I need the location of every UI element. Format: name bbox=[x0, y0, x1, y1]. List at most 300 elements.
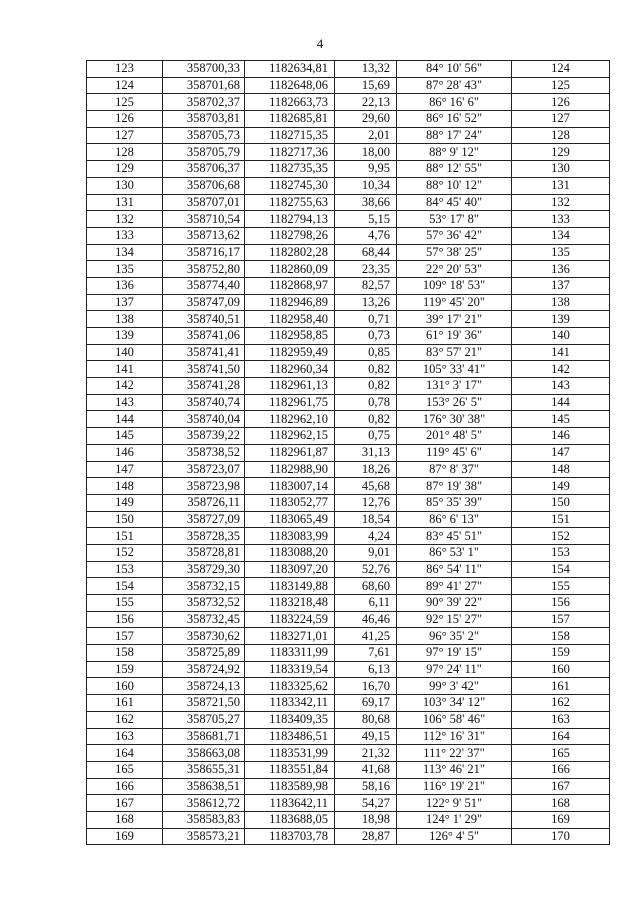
x-coordinate-cell: 358716,17 bbox=[163, 244, 245, 261]
x-coordinate-cell: 358707,01 bbox=[163, 194, 245, 211]
y-coordinate-cell: 1183052,77 bbox=[245, 494, 335, 511]
bearing-cell: 86° 54' 11" bbox=[397, 561, 512, 578]
bearing-cell: 176° 30' 38" bbox=[397, 411, 512, 428]
bearing-cell: 39° 17' 21" bbox=[397, 311, 512, 328]
y-coordinate-cell: 1183088,20 bbox=[245, 544, 335, 561]
x-coordinate-cell: 358732,15 bbox=[163, 578, 245, 595]
next-point-cell: 165 bbox=[512, 745, 610, 762]
y-coordinate-cell: 1182715,35 bbox=[245, 127, 335, 144]
point-number-cell: 144 bbox=[87, 411, 163, 428]
distance-cell: 2,01 bbox=[335, 127, 397, 144]
distance-cell: 13,32 bbox=[335, 61, 397, 78]
x-coordinate-cell: 358655,31 bbox=[163, 761, 245, 778]
table-row bbox=[87, 378, 610, 395]
table-row bbox=[87, 144, 610, 161]
point-number-cell: 134 bbox=[87, 244, 163, 261]
point-number-cell: 156 bbox=[87, 611, 163, 628]
bearing-cell: 84° 45' 40" bbox=[397, 194, 512, 211]
bearing-cell: 22° 20' 53" bbox=[397, 261, 512, 278]
bearing-cell: 87° 8' 37" bbox=[397, 461, 512, 478]
bearing-cell: 85° 35' 39" bbox=[397, 494, 512, 511]
distance-cell: 12,76 bbox=[335, 494, 397, 511]
y-coordinate-cell: 1182663,73 bbox=[245, 94, 335, 111]
y-coordinate-cell: 1183097,20 bbox=[245, 561, 335, 578]
next-point-cell: 154 bbox=[512, 561, 610, 578]
x-coordinate-cell: 358732,45 bbox=[163, 611, 245, 628]
table-row bbox=[87, 111, 610, 128]
y-coordinate-cell: 1183065,49 bbox=[245, 511, 335, 528]
point-number-cell: 146 bbox=[87, 444, 163, 461]
next-point-cell: 131 bbox=[512, 177, 610, 194]
point-number-cell: 166 bbox=[87, 778, 163, 795]
next-point-cell: 141 bbox=[512, 344, 610, 361]
y-coordinate-cell: 1183342,11 bbox=[245, 695, 335, 712]
distance-cell: 4,76 bbox=[335, 227, 397, 244]
x-coordinate-cell: 358740,04 bbox=[163, 411, 245, 428]
next-point-cell: 140 bbox=[512, 328, 610, 345]
y-coordinate-cell: 1182958,85 bbox=[245, 328, 335, 345]
x-coordinate-cell: 358747,09 bbox=[163, 294, 245, 311]
y-coordinate-cell: 1183271,01 bbox=[245, 628, 335, 645]
point-number-cell: 162 bbox=[87, 711, 163, 728]
y-coordinate-cell: 1182717,36 bbox=[245, 144, 335, 161]
x-coordinate-cell: 358710,54 bbox=[163, 211, 245, 228]
point-number-cell: 127 bbox=[87, 127, 163, 144]
distance-cell: 82,57 bbox=[335, 277, 397, 294]
bearing-cell: 119° 45' 6" bbox=[397, 444, 512, 461]
table-row bbox=[87, 578, 610, 595]
point-number-cell: 135 bbox=[87, 261, 163, 278]
table-row bbox=[87, 244, 610, 261]
y-coordinate-cell: 1182794,13 bbox=[245, 211, 335, 228]
x-coordinate-cell: 358774,40 bbox=[163, 277, 245, 294]
next-point-cell: 152 bbox=[512, 528, 610, 545]
bearing-cell: 57° 38' 25" bbox=[397, 244, 512, 261]
point-number-cell: 137 bbox=[87, 294, 163, 311]
x-coordinate-cell: 358702,37 bbox=[163, 94, 245, 111]
distance-cell: 68,60 bbox=[335, 578, 397, 595]
next-point-cell: 163 bbox=[512, 711, 610, 728]
bearing-cell: 97° 19' 15" bbox=[397, 645, 512, 662]
point-number-cell: 160 bbox=[87, 678, 163, 695]
y-coordinate-cell: 1182988,90 bbox=[245, 461, 335, 478]
distance-cell: 18,26 bbox=[335, 461, 397, 478]
x-coordinate-cell: 358739,22 bbox=[163, 428, 245, 445]
x-coordinate-cell: 358741,06 bbox=[163, 328, 245, 345]
point-number-cell: 150 bbox=[87, 511, 163, 528]
y-coordinate-cell: 1182962,10 bbox=[245, 411, 335, 428]
table-row bbox=[87, 61, 610, 78]
x-coordinate-cell: 358705,27 bbox=[163, 711, 245, 728]
point-number-cell: 169 bbox=[87, 828, 163, 845]
x-coordinate-cell: 358752,80 bbox=[163, 261, 245, 278]
table-row bbox=[87, 711, 610, 728]
x-coordinate-cell: 358713,62 bbox=[163, 227, 245, 244]
y-coordinate-cell: 1183325,62 bbox=[245, 678, 335, 695]
bearing-cell: 90° 39' 22" bbox=[397, 595, 512, 612]
next-point-cell: 153 bbox=[512, 544, 610, 561]
next-point-cell: 159 bbox=[512, 645, 610, 662]
distance-cell: 6,11 bbox=[335, 595, 397, 612]
distance-cell: 0,85 bbox=[335, 344, 397, 361]
x-coordinate-cell: 358729,30 bbox=[163, 561, 245, 578]
table-row bbox=[87, 511, 610, 528]
x-coordinate-cell: 358681,71 bbox=[163, 728, 245, 745]
y-coordinate-cell: 1182961,13 bbox=[245, 378, 335, 395]
bearing-cell: 86° 16' 6" bbox=[397, 94, 512, 111]
table-row bbox=[87, 745, 610, 762]
point-number-cell: 145 bbox=[87, 428, 163, 445]
table-row bbox=[87, 544, 610, 561]
y-coordinate-cell: 1183551,84 bbox=[245, 761, 335, 778]
table-row bbox=[87, 294, 610, 311]
point-number-cell: 125 bbox=[87, 94, 163, 111]
next-point-cell: 125 bbox=[512, 77, 610, 94]
bearing-cell: 83° 57' 21" bbox=[397, 344, 512, 361]
distance-cell: 5,15 bbox=[335, 211, 397, 228]
y-coordinate-cell: 1183149,88 bbox=[245, 578, 335, 595]
point-number-cell: 132 bbox=[87, 211, 163, 228]
table-row bbox=[87, 528, 610, 545]
table-row bbox=[87, 161, 610, 178]
distance-cell: 9,95 bbox=[335, 161, 397, 178]
bearing-cell: 92° 15' 27" bbox=[397, 611, 512, 628]
y-coordinate-cell: 1183224,59 bbox=[245, 611, 335, 628]
next-point-cell: 162 bbox=[512, 695, 610, 712]
y-coordinate-cell: 1183007,14 bbox=[245, 478, 335, 495]
point-number-cell: 129 bbox=[87, 161, 163, 178]
y-coordinate-cell: 1183589,98 bbox=[245, 778, 335, 795]
table-row bbox=[87, 411, 610, 428]
next-point-cell: 139 bbox=[512, 311, 610, 328]
bearing-cell: 53° 17' 8" bbox=[397, 211, 512, 228]
bearing-cell: 99° 3' 42" bbox=[397, 678, 512, 695]
point-number-cell: 157 bbox=[87, 628, 163, 645]
next-point-cell: 160 bbox=[512, 661, 610, 678]
distance-cell: 6,13 bbox=[335, 661, 397, 678]
distance-cell: 23,35 bbox=[335, 261, 397, 278]
distance-cell: 10,34 bbox=[335, 177, 397, 194]
bearing-cell: 105° 33' 41" bbox=[397, 361, 512, 378]
y-coordinate-cell: 1182634,81 bbox=[245, 61, 335, 78]
next-point-cell: 127 bbox=[512, 111, 610, 128]
next-point-cell: 144 bbox=[512, 394, 610, 411]
x-coordinate-cell: 358728,81 bbox=[163, 544, 245, 561]
point-number-cell: 168 bbox=[87, 811, 163, 828]
point-number-cell: 124 bbox=[87, 77, 163, 94]
next-point-cell: 146 bbox=[512, 428, 610, 445]
distance-cell: 0,75 bbox=[335, 428, 397, 445]
x-coordinate-cell: 358740,74 bbox=[163, 394, 245, 411]
bearing-cell: 113° 46' 21" bbox=[397, 761, 512, 778]
distance-cell: 0,82 bbox=[335, 411, 397, 428]
point-number-cell: 131 bbox=[87, 194, 163, 211]
table-row bbox=[87, 661, 610, 678]
distance-cell: 41,68 bbox=[335, 761, 397, 778]
point-number-cell: 143 bbox=[87, 394, 163, 411]
next-point-cell: 126 bbox=[512, 94, 610, 111]
point-number-cell: 151 bbox=[87, 528, 163, 545]
distance-cell: 45,68 bbox=[335, 478, 397, 495]
distance-cell: 7,61 bbox=[335, 645, 397, 662]
y-coordinate-cell: 1182868,97 bbox=[245, 277, 335, 294]
y-coordinate-cell: 1182962,15 bbox=[245, 428, 335, 445]
x-coordinate-cell: 358740,51 bbox=[163, 311, 245, 328]
y-coordinate-cell: 1182755,63 bbox=[245, 194, 335, 211]
distance-cell: 38,66 bbox=[335, 194, 397, 211]
point-number-cell: 123 bbox=[87, 61, 163, 78]
table-row bbox=[87, 478, 610, 495]
distance-cell: 4,24 bbox=[335, 528, 397, 545]
point-number-cell: 155 bbox=[87, 595, 163, 612]
bearing-cell: 86° 16' 52" bbox=[397, 111, 512, 128]
next-point-cell: 161 bbox=[512, 678, 610, 695]
next-point-cell: 167 bbox=[512, 778, 610, 795]
table-row bbox=[87, 361, 610, 378]
next-point-cell: 134 bbox=[512, 227, 610, 244]
next-point-cell: 143 bbox=[512, 378, 610, 395]
next-point-cell: 129 bbox=[512, 144, 610, 161]
point-number-cell: 149 bbox=[87, 494, 163, 511]
distance-cell: 0,82 bbox=[335, 378, 397, 395]
next-point-cell: 150 bbox=[512, 494, 610, 511]
point-number-cell: 153 bbox=[87, 561, 163, 578]
x-coordinate-cell: 358738,52 bbox=[163, 444, 245, 461]
table-row bbox=[87, 344, 610, 361]
next-point-cell: 138 bbox=[512, 294, 610, 311]
point-number-cell: 152 bbox=[87, 544, 163, 561]
y-coordinate-cell: 1182946,89 bbox=[245, 294, 335, 311]
table-row bbox=[87, 611, 610, 628]
distance-cell: 18,54 bbox=[335, 511, 397, 528]
y-coordinate-cell: 1182685,81 bbox=[245, 111, 335, 128]
bearing-cell: 83° 45' 51" bbox=[397, 528, 512, 545]
next-point-cell: 133 bbox=[512, 211, 610, 228]
distance-cell: 15,69 bbox=[335, 77, 397, 94]
page-number: 4 bbox=[316, 36, 324, 51]
y-coordinate-cell: 1183409,35 bbox=[245, 711, 335, 728]
bearing-cell: 86° 6' 13" bbox=[397, 511, 512, 528]
x-coordinate-cell: 358723,98 bbox=[163, 478, 245, 495]
distance-cell: 21,32 bbox=[335, 745, 397, 762]
next-point-cell: 168 bbox=[512, 795, 610, 812]
y-coordinate-cell: 1183642,11 bbox=[245, 795, 335, 812]
table-row bbox=[87, 595, 610, 612]
table-row bbox=[87, 728, 610, 745]
bearing-cell: 84° 10' 56" bbox=[397, 61, 512, 78]
next-point-cell: 137 bbox=[512, 277, 610, 294]
y-coordinate-cell: 1182958,40 bbox=[245, 311, 335, 328]
y-coordinate-cell: 1183703,78 bbox=[245, 828, 335, 845]
x-coordinate-cell: 358741,41 bbox=[163, 344, 245, 361]
bearing-cell: 97° 24' 11" bbox=[397, 661, 512, 678]
y-coordinate-cell: 1182745,30 bbox=[245, 177, 335, 194]
distance-cell: 68,44 bbox=[335, 244, 397, 261]
table-row bbox=[87, 394, 610, 411]
point-number-cell: 167 bbox=[87, 795, 163, 812]
x-coordinate-cell: 358700,33 bbox=[163, 61, 245, 78]
bearing-cell: 87° 28' 43" bbox=[397, 77, 512, 94]
distance-cell: 49,15 bbox=[335, 728, 397, 745]
table-row bbox=[87, 177, 610, 194]
point-number-cell: 138 bbox=[87, 311, 163, 328]
distance-cell: 80,68 bbox=[335, 711, 397, 728]
x-coordinate-cell: 358727,09 bbox=[163, 511, 245, 528]
next-point-cell: 166 bbox=[512, 761, 610, 778]
distance-cell: 31,13 bbox=[335, 444, 397, 461]
next-point-cell: 147 bbox=[512, 444, 610, 461]
distance-cell: 28,87 bbox=[335, 828, 397, 845]
distance-cell: 0,71 bbox=[335, 311, 397, 328]
next-point-cell: 135 bbox=[512, 244, 610, 261]
bearing-cell: 106° 58' 46" bbox=[397, 711, 512, 728]
x-coordinate-cell: 358732,52 bbox=[163, 595, 245, 612]
y-coordinate-cell: 1182961,75 bbox=[245, 394, 335, 411]
y-coordinate-cell: 1182860,09 bbox=[245, 261, 335, 278]
bearing-cell: 89° 41' 27" bbox=[397, 578, 512, 595]
y-coordinate-cell: 1182735,35 bbox=[245, 161, 335, 178]
table-row bbox=[87, 428, 610, 445]
x-coordinate-cell: 358728,35 bbox=[163, 528, 245, 545]
y-coordinate-cell: 1182959,49 bbox=[245, 344, 335, 361]
x-coordinate-cell: 358705,73 bbox=[163, 127, 245, 144]
bearing-cell: 88° 9' 12" bbox=[397, 144, 512, 161]
bearing-cell: 122° 9' 51" bbox=[397, 795, 512, 812]
distance-cell: 58,16 bbox=[335, 778, 397, 795]
x-coordinate-cell: 358724,13 bbox=[163, 678, 245, 695]
point-number-cell: 164 bbox=[87, 745, 163, 762]
next-point-cell: 136 bbox=[512, 261, 610, 278]
bearing-cell: 119° 45' 20" bbox=[397, 294, 512, 311]
table-row bbox=[87, 77, 610, 94]
bearing-cell: 103° 34' 12" bbox=[397, 695, 512, 712]
bearing-cell: 57° 36' 42" bbox=[397, 227, 512, 244]
distance-cell: 22,13 bbox=[335, 94, 397, 111]
table-row bbox=[87, 795, 610, 812]
x-coordinate-cell: 358583,83 bbox=[163, 811, 245, 828]
y-coordinate-cell: 1183311,99 bbox=[245, 645, 335, 662]
y-coordinate-cell: 1183319,54 bbox=[245, 661, 335, 678]
table-row bbox=[87, 494, 610, 511]
bearing-cell: 87° 19' 38" bbox=[397, 478, 512, 495]
x-coordinate-cell: 358741,28 bbox=[163, 378, 245, 395]
next-point-cell: 151 bbox=[512, 511, 610, 528]
point-number-cell: 147 bbox=[87, 461, 163, 478]
x-coordinate-cell: 358724,92 bbox=[163, 661, 245, 678]
x-coordinate-cell: 358741,50 bbox=[163, 361, 245, 378]
table-row bbox=[87, 277, 610, 294]
next-point-cell: 149 bbox=[512, 478, 610, 495]
bearing-cell: 201° 48' 5" bbox=[397, 428, 512, 445]
point-number-cell: 126 bbox=[87, 111, 163, 128]
point-number-cell: 136 bbox=[87, 277, 163, 294]
point-number-cell: 128 bbox=[87, 144, 163, 161]
y-coordinate-cell: 1182798,26 bbox=[245, 227, 335, 244]
point-number-cell: 142 bbox=[87, 378, 163, 395]
bearing-cell: 109° 18' 53" bbox=[397, 277, 512, 294]
point-number-cell: 130 bbox=[87, 177, 163, 194]
y-coordinate-cell: 1182960,34 bbox=[245, 361, 335, 378]
bearing-cell: 126° 4' 5" bbox=[397, 828, 512, 845]
table-row bbox=[87, 444, 610, 461]
y-coordinate-cell: 1183688,05 bbox=[245, 811, 335, 828]
y-coordinate-cell: 1183218,48 bbox=[245, 595, 335, 612]
point-number-cell: 141 bbox=[87, 361, 163, 378]
point-number-cell: 148 bbox=[87, 478, 163, 495]
table-row bbox=[87, 261, 610, 278]
next-point-cell: 142 bbox=[512, 361, 610, 378]
bearing-cell: 96° 35' 2" bbox=[397, 628, 512, 645]
x-coordinate-cell: 358706,68 bbox=[163, 177, 245, 194]
x-coordinate-cell: 358721,50 bbox=[163, 695, 245, 712]
coordinates-table-body bbox=[87, 61, 610, 845]
bearing-cell: 131° 3' 17" bbox=[397, 378, 512, 395]
x-coordinate-cell: 358723,07 bbox=[163, 461, 245, 478]
table-row bbox=[87, 678, 610, 695]
next-point-cell: 164 bbox=[512, 728, 610, 745]
x-coordinate-cell: 358701,68 bbox=[163, 77, 245, 94]
next-point-cell: 148 bbox=[512, 461, 610, 478]
next-point-cell: 128 bbox=[512, 127, 610, 144]
distance-cell: 0,78 bbox=[335, 394, 397, 411]
distance-cell: 0,73 bbox=[335, 328, 397, 345]
x-coordinate-cell: 358730,62 bbox=[163, 628, 245, 645]
x-coordinate-cell: 358663,08 bbox=[163, 745, 245, 762]
table-row bbox=[87, 311, 610, 328]
bearing-cell: 86° 53' 1" bbox=[397, 544, 512, 561]
distance-cell: 0,82 bbox=[335, 361, 397, 378]
bearing-cell: 112° 16' 31" bbox=[397, 728, 512, 745]
x-coordinate-cell: 358706,37 bbox=[163, 161, 245, 178]
next-point-cell: 155 bbox=[512, 578, 610, 595]
table-row bbox=[87, 194, 610, 211]
distance-cell: 46,46 bbox=[335, 611, 397, 628]
point-number-cell: 161 bbox=[87, 695, 163, 712]
point-number-cell: 158 bbox=[87, 645, 163, 662]
table-row bbox=[87, 828, 610, 845]
bearing-cell: 124° 1' 29" bbox=[397, 811, 512, 828]
point-number-cell: 154 bbox=[87, 578, 163, 595]
distance-cell: 29,60 bbox=[335, 111, 397, 128]
point-number-cell: 165 bbox=[87, 761, 163, 778]
table-row bbox=[87, 127, 610, 144]
next-point-cell: 157 bbox=[512, 611, 610, 628]
table-row bbox=[87, 561, 610, 578]
next-point-cell: 158 bbox=[512, 628, 610, 645]
table-row bbox=[87, 461, 610, 478]
x-coordinate-cell: 358725,89 bbox=[163, 645, 245, 662]
x-coordinate-cell: 358705,79 bbox=[163, 144, 245, 161]
next-point-cell: 156 bbox=[512, 595, 610, 612]
y-coordinate-cell: 1182802,28 bbox=[245, 244, 335, 261]
next-point-cell: 124 bbox=[512, 61, 610, 78]
distance-cell: 18,98 bbox=[335, 811, 397, 828]
table-row bbox=[87, 328, 610, 345]
table-row bbox=[87, 227, 610, 244]
bearing-cell: 88° 10' 12" bbox=[397, 177, 512, 194]
y-coordinate-cell: 1182648,06 bbox=[245, 77, 335, 94]
next-point-cell: 130 bbox=[512, 161, 610, 178]
x-coordinate-cell: 358703,81 bbox=[163, 111, 245, 128]
distance-cell: 16,70 bbox=[335, 678, 397, 695]
point-number-cell: 163 bbox=[87, 728, 163, 745]
table-row bbox=[87, 811, 610, 828]
next-point-cell: 170 bbox=[512, 828, 610, 845]
distance-cell: 13,26 bbox=[335, 294, 397, 311]
x-coordinate-cell: 358726,11 bbox=[163, 494, 245, 511]
bearing-cell: 111° 22' 37" bbox=[397, 745, 512, 762]
next-point-cell: 145 bbox=[512, 411, 610, 428]
